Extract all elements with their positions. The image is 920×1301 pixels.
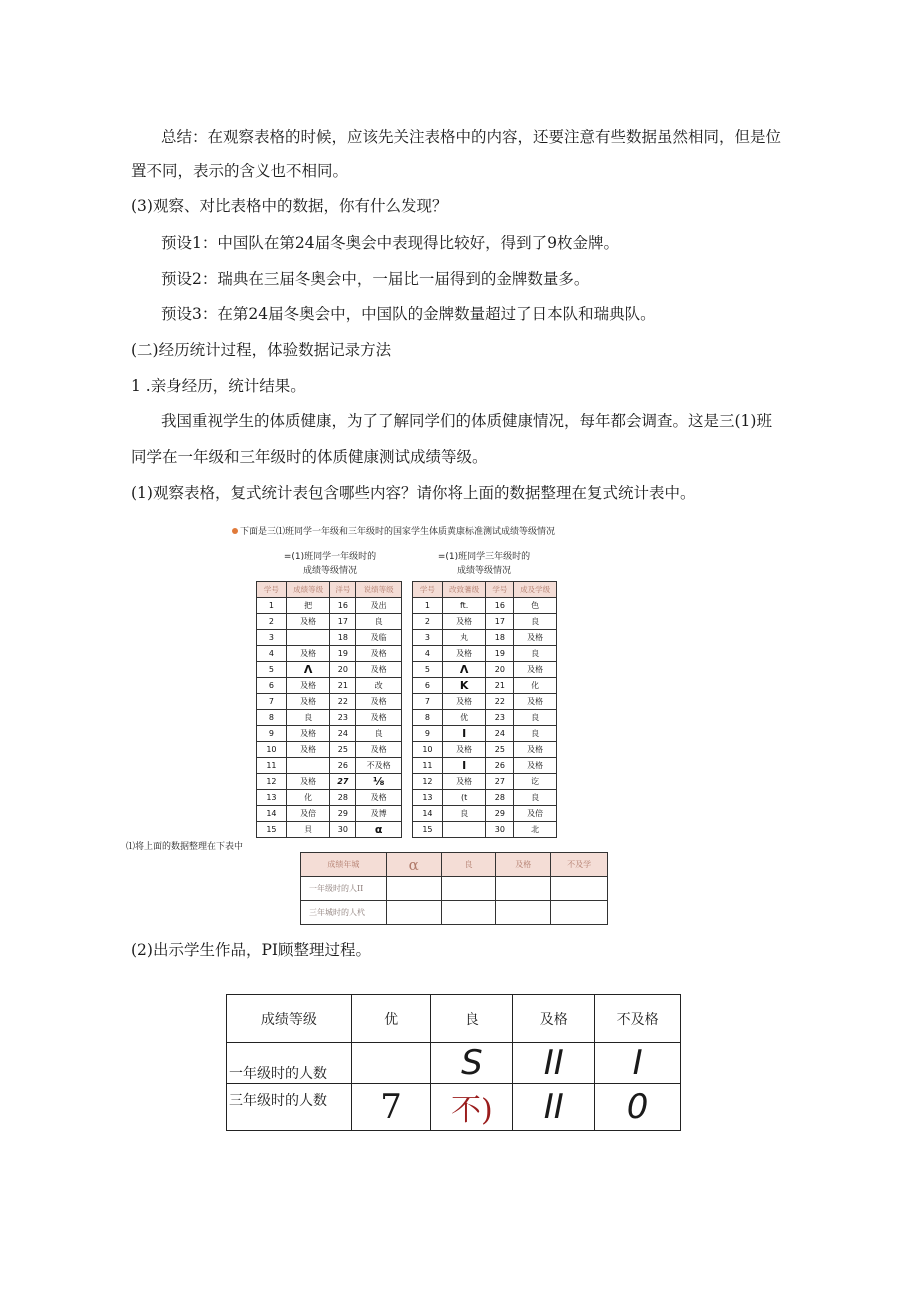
third-year-table-cell: 良 bbox=[514, 790, 557, 806]
third-year-table-cell: K bbox=[442, 678, 486, 694]
table-note: ⑴将上面的数据整理在下表中 bbox=[126, 842, 244, 852]
first-year-table-cell: 及格 bbox=[286, 678, 330, 694]
third-year-table-cell: 9 bbox=[413, 726, 443, 742]
first-year-table-row bbox=[257, 614, 402, 630]
first-year-table-cell: 不及格 bbox=[356, 758, 402, 774]
first-year-table-cell: 17 bbox=[330, 614, 356, 630]
result-header-excellent: 优 bbox=[351, 995, 431, 1043]
first-year-table-cell: 及倍 bbox=[286, 806, 330, 822]
blank-cell bbox=[496, 877, 551, 901]
first-year-table-cell bbox=[286, 630, 330, 646]
preset-3: 预设3：在第24届冬奥会中，中国队的金牌数量超过了日本队和瑞典队。 bbox=[161, 305, 656, 323]
third-year-table-cell: 11 bbox=[413, 758, 443, 774]
third-year-table-cell: 及格 bbox=[442, 774, 486, 790]
third-year-table-cell: 17 bbox=[486, 614, 514, 630]
first-year-table-cell: 及格 bbox=[356, 790, 402, 806]
first-year-table-cell: 19 bbox=[330, 646, 356, 662]
third-year-table-cell: 7 bbox=[413, 694, 443, 710]
result-row-first-year bbox=[227, 1043, 681, 1084]
first-year-table-cell: 及格 bbox=[286, 694, 330, 710]
third-year-table-cell: 色 bbox=[514, 598, 557, 614]
right-caption-line-1: =(1)班同学三年级时的 bbox=[437, 552, 531, 562]
first-year-table-row bbox=[257, 598, 402, 614]
bullet-dot-icon bbox=[232, 528, 238, 534]
intro-line-2: 同学在一年级和三年级时的体质健康测试成绩等级。 bbox=[131, 448, 488, 466]
third-year-table-cell: 18 bbox=[486, 630, 514, 646]
first-year-table-cell: 16 bbox=[330, 598, 356, 614]
first-year-table-cell: 改 bbox=[356, 678, 402, 694]
result-header-fail: 不及格 bbox=[595, 995, 681, 1043]
blank-table-row bbox=[301, 901, 608, 925]
first-year-table-cell: 2 bbox=[257, 614, 287, 630]
first-year-table-header-row bbox=[257, 582, 402, 598]
third-year-table-cell: 24 bbox=[486, 726, 514, 742]
result-row-1-excellent bbox=[351, 1043, 431, 1084]
third-year-table-cell: 及格 bbox=[514, 630, 557, 646]
right-caption-line-2: 成绩等级情况 bbox=[456, 566, 511, 576]
third-year-table-cell: I bbox=[442, 758, 486, 774]
first-year-table-row bbox=[257, 806, 402, 822]
blank-cell bbox=[441, 901, 496, 925]
third-year-table-cell: 29 bbox=[486, 806, 514, 822]
third-year-table-cell: (t bbox=[442, 790, 486, 806]
left-caption-line-1: =(1)班同学一年级时的 bbox=[283, 552, 377, 562]
first-year-table-cell: 及博 bbox=[356, 806, 402, 822]
summary-line-1: 总结：在观察表格的时候，应该先关注表格中的内容，还要注意有些数据虽然相同，但是位 bbox=[161, 128, 782, 146]
third-year-table-row bbox=[413, 790, 557, 806]
figure-title-text: 下面是三⑴班同学一年级和三年级时的国家学生体质黄康标准测试成绩等级情况 bbox=[240, 527, 556, 537]
first-year-table-cell: 27 bbox=[330, 774, 356, 790]
first-year-table-header-cell: 洋号 bbox=[330, 582, 356, 598]
blank-cell bbox=[386, 877, 441, 901]
student-work-table bbox=[226, 994, 681, 1131]
section-2-heading: (二)经历统计过程，体验数据记录方法 bbox=[131, 341, 392, 359]
result-row-1-pass: II bbox=[513, 1043, 595, 1084]
first-year-table-cell: 把 bbox=[286, 598, 330, 614]
third-year-table-row bbox=[413, 694, 557, 710]
blank-row-1-label: 一年级时的人II bbox=[301, 877, 387, 901]
first-year-table-cell: 29 bbox=[330, 806, 356, 822]
result-row-1-good: S bbox=[431, 1043, 513, 1084]
first-year-table-cell: 26 bbox=[330, 758, 356, 774]
blank-cell bbox=[551, 877, 608, 901]
first-year-table-cell: 1 bbox=[257, 598, 287, 614]
third-year-table-cell: 1 bbox=[413, 598, 443, 614]
blank-header-good: 良 bbox=[441, 853, 496, 877]
third-year-table-cell: 讫 bbox=[514, 774, 557, 790]
third-year-table-header-cell: 学号 bbox=[413, 582, 443, 598]
first-year-table-cell: 13 bbox=[257, 790, 287, 806]
first-year-table-cell: 3 bbox=[257, 630, 287, 646]
first-year-table-cell: 及格 bbox=[286, 726, 330, 742]
result-row-third-year bbox=[227, 1084, 681, 1131]
intro-line-1: 我国重视学生的体质健康，为了了解同学们的体质健康情况，每年都会调查。这是三(1)班 bbox=[161, 412, 772, 430]
first-year-table-row bbox=[257, 742, 402, 758]
grade-table-first-year bbox=[256, 581, 402, 838]
first-year-table-cell: α bbox=[356, 822, 402, 838]
third-year-table-cell: 27 bbox=[486, 774, 514, 790]
third-year-table-row bbox=[413, 646, 557, 662]
first-year-table-header-cell: 成绩等级 bbox=[286, 582, 330, 598]
item-1: 1 .亲身经历，统计结果。 bbox=[131, 377, 306, 395]
third-year-table-row bbox=[413, 726, 557, 742]
first-year-table-cell: 10 bbox=[257, 742, 287, 758]
third-year-table-cell: 13 bbox=[413, 790, 443, 806]
blank-summary-table bbox=[300, 852, 608, 925]
first-year-table-cell: 15 bbox=[257, 822, 287, 838]
question-3: (3)观察、对比表格中的数据，你有什么发现？ bbox=[131, 197, 448, 215]
left-caption-line-2: 成绩等级情况 bbox=[302, 566, 357, 576]
third-year-table-header-cell: 改致蓍级 bbox=[442, 582, 486, 598]
first-year-table-cell: 及格 bbox=[356, 742, 402, 758]
third-year-table-cell: 6 bbox=[413, 678, 443, 694]
blank-header-alpha: α bbox=[386, 853, 441, 877]
third-year-table-cell: 8 bbox=[413, 710, 443, 726]
first-year-table-cell: 及格 bbox=[356, 710, 402, 726]
third-year-table-cell: 及格 bbox=[514, 758, 557, 774]
blank-cell bbox=[496, 901, 551, 925]
first-year-table-row bbox=[257, 678, 402, 694]
first-year-table-row bbox=[257, 710, 402, 726]
third-year-table-row bbox=[413, 678, 557, 694]
third-year-table-row bbox=[413, 822, 557, 838]
blank-table-row bbox=[301, 877, 608, 901]
third-year-table-cell: 化 bbox=[514, 678, 557, 694]
first-year-table-cell: Λ bbox=[286, 662, 330, 678]
first-year-table-row bbox=[257, 758, 402, 774]
third-year-table-row bbox=[413, 774, 557, 790]
right-table-caption bbox=[414, 550, 554, 578]
third-year-table-row bbox=[413, 710, 557, 726]
third-year-table-cell: 25 bbox=[486, 742, 514, 758]
third-year-table-cell: 3 bbox=[413, 630, 443, 646]
first-year-table-cell: 及临 bbox=[356, 630, 402, 646]
first-year-table-cell: 6 bbox=[257, 678, 287, 694]
third-year-table-cell: 良 bbox=[514, 646, 557, 662]
third-year-table-header-row bbox=[413, 582, 557, 598]
first-year-table-cell: ⅛ bbox=[356, 774, 402, 790]
question-1: (1)观察表格，复式统计表包含哪些内容？请你将上面的数据整理在复式统计表中。 bbox=[131, 484, 696, 502]
first-year-table-row bbox=[257, 662, 402, 678]
first-year-table-cell: 24 bbox=[330, 726, 356, 742]
result-header-row bbox=[227, 995, 681, 1043]
first-year-table-cell: 貝 bbox=[286, 822, 330, 838]
first-year-table-row bbox=[257, 774, 402, 790]
first-year-table-cell: 及格 bbox=[286, 742, 330, 758]
first-year-table-row bbox=[257, 646, 402, 662]
result-header-grade: 成绩等级 bbox=[227, 995, 352, 1043]
first-year-table-row bbox=[257, 822, 402, 838]
first-year-table-row bbox=[257, 790, 402, 806]
third-year-table-cell: 20 bbox=[486, 662, 514, 678]
blank-header-pass: 及格 bbox=[496, 853, 551, 877]
blank-cell bbox=[441, 877, 496, 901]
third-year-table-cell: 30 bbox=[486, 822, 514, 838]
first-year-table-cell: 8 bbox=[257, 710, 287, 726]
third-year-table-cell: ft. bbox=[442, 598, 486, 614]
third-year-table-cell: 19 bbox=[486, 646, 514, 662]
first-year-table-cell: 5 bbox=[257, 662, 287, 678]
preset-1: 预设1：中国队在第24届冬奥会中表现得比较好，得到了9枚金牌。 bbox=[161, 234, 619, 252]
third-year-table-row bbox=[413, 806, 557, 822]
first-year-table-cell: 23 bbox=[330, 710, 356, 726]
grade-table-third-year bbox=[412, 581, 557, 838]
third-year-table-cell: 良 bbox=[442, 806, 486, 822]
third-year-table-cell: 12 bbox=[413, 774, 443, 790]
question-2: (2)出示学生作品，PI顾整理过程。 bbox=[131, 941, 372, 959]
first-year-table-cell: 及格 bbox=[356, 646, 402, 662]
third-year-table-row bbox=[413, 742, 557, 758]
first-year-table-cell: 11 bbox=[257, 758, 287, 774]
third-year-table-header-cell: 学号 bbox=[486, 582, 514, 598]
blank-table-header bbox=[301, 853, 608, 877]
third-year-table-cell: 及格 bbox=[514, 742, 557, 758]
first-year-table-cell: 21 bbox=[330, 678, 356, 694]
third-year-table-cell: 及格 bbox=[442, 742, 486, 758]
first-year-table-cell: 14 bbox=[257, 806, 287, 822]
first-year-table-cell: 12 bbox=[257, 774, 287, 790]
first-year-table-header-cell: 说绩等级 bbox=[356, 582, 402, 598]
third-year-table-cell: 28 bbox=[486, 790, 514, 806]
first-year-table-cell: 及格 bbox=[286, 614, 330, 630]
first-year-table-cell: 及格 bbox=[356, 662, 402, 678]
third-year-table-cell: 及格 bbox=[442, 614, 486, 630]
third-year-table-cell: 15 bbox=[413, 822, 443, 838]
first-year-table-cell: 7 bbox=[257, 694, 287, 710]
third-year-table-cell: 及格 bbox=[442, 646, 486, 662]
summary-line-2: 置不同，表示的含义也不相同。 bbox=[131, 162, 349, 180]
result-row-1-label: 一年级时的人数 bbox=[227, 1043, 352, 1084]
blank-cell bbox=[551, 901, 608, 925]
result-row-2-good: 不) bbox=[431, 1084, 513, 1131]
first-year-table-cell: 30 bbox=[330, 822, 356, 838]
result-row-2-excellent: 7 bbox=[351, 1084, 431, 1131]
third-year-table-header-cell: 成及学级 bbox=[514, 582, 557, 598]
third-year-table-cell: 及倍 bbox=[514, 806, 557, 822]
third-year-table-cell: 丸 bbox=[442, 630, 486, 646]
third-year-table-cell: 22 bbox=[486, 694, 514, 710]
figure-title bbox=[232, 524, 555, 537]
third-year-table-cell: 10 bbox=[413, 742, 443, 758]
first-year-table-cell: 良 bbox=[356, 614, 402, 630]
third-year-table-row bbox=[413, 614, 557, 630]
result-header-good: 良 bbox=[431, 995, 513, 1043]
first-year-table-cell: 及格 bbox=[356, 694, 402, 710]
third-year-table-cell bbox=[442, 822, 486, 838]
third-year-table-cell: 优 bbox=[442, 710, 486, 726]
first-year-table-header-cell: 学号 bbox=[257, 582, 287, 598]
result-row-2-label: 三年级时的人数 bbox=[227, 1084, 352, 1131]
third-year-table-cell: 4 bbox=[413, 646, 443, 662]
first-year-table-cell: 9 bbox=[257, 726, 287, 742]
first-year-table-row bbox=[257, 726, 402, 742]
first-year-table-cell: 及格 bbox=[286, 774, 330, 790]
first-year-table-cell: 良 bbox=[356, 726, 402, 742]
first-year-table-cell: 22 bbox=[330, 694, 356, 710]
third-year-table-cell: 及格 bbox=[514, 694, 557, 710]
third-year-table-cell: 2 bbox=[413, 614, 443, 630]
preset-2: 预设2：瑞典在三届冬奥会中，一届比一届得到的金牌数量多。 bbox=[161, 270, 590, 288]
third-year-table-cell: I bbox=[442, 726, 486, 742]
first-year-table-row bbox=[257, 694, 402, 710]
result-header-pass: 及格 bbox=[513, 995, 595, 1043]
third-year-table-cell: 5 bbox=[413, 662, 443, 678]
third-year-table-cell: 16 bbox=[486, 598, 514, 614]
first-year-table-row bbox=[257, 630, 402, 646]
first-year-table-cell: 18 bbox=[330, 630, 356, 646]
result-row-2-fail: 0 bbox=[595, 1084, 681, 1131]
first-year-table-cell: 4 bbox=[257, 646, 287, 662]
result-row-2-pass: II bbox=[513, 1084, 595, 1131]
third-year-table-cell: 26 bbox=[486, 758, 514, 774]
third-year-table-cell: 北 bbox=[514, 822, 557, 838]
third-year-table-cell: 良 bbox=[514, 614, 557, 630]
third-year-table-cell: 良 bbox=[514, 710, 557, 726]
first-year-table-cell: 28 bbox=[330, 790, 356, 806]
left-table-caption bbox=[260, 550, 400, 578]
blank-header-label: 成绩年城 bbox=[301, 853, 387, 877]
third-year-table-row bbox=[413, 662, 557, 678]
first-year-table-cell: 20 bbox=[330, 662, 356, 678]
first-year-table-cell: 25 bbox=[330, 742, 356, 758]
third-year-table-row bbox=[413, 758, 557, 774]
third-year-table-row bbox=[413, 630, 557, 646]
third-year-table-cell: 及格 bbox=[442, 694, 486, 710]
blank-cell bbox=[386, 901, 441, 925]
first-year-table-cell: 良 bbox=[286, 710, 330, 726]
first-year-table-cell: 及出 bbox=[356, 598, 402, 614]
first-year-table-cell: 化 bbox=[286, 790, 330, 806]
result-row-1-fail: I bbox=[595, 1043, 681, 1084]
blank-row-2-label: 三年城时的人杙 bbox=[301, 901, 387, 925]
third-year-table-row bbox=[413, 598, 557, 614]
first-year-table-cell bbox=[286, 758, 330, 774]
third-year-table-cell: 良 bbox=[514, 726, 557, 742]
first-year-table-cell: 及格 bbox=[286, 646, 330, 662]
third-year-table-cell: Λ bbox=[442, 662, 486, 678]
third-year-table-cell: 及格 bbox=[514, 662, 557, 678]
blank-header-fail: 不及学 bbox=[551, 853, 608, 877]
third-year-table-cell: 23 bbox=[486, 710, 514, 726]
third-year-table-cell: 14 bbox=[413, 806, 443, 822]
third-year-table-cell: 21 bbox=[486, 678, 514, 694]
